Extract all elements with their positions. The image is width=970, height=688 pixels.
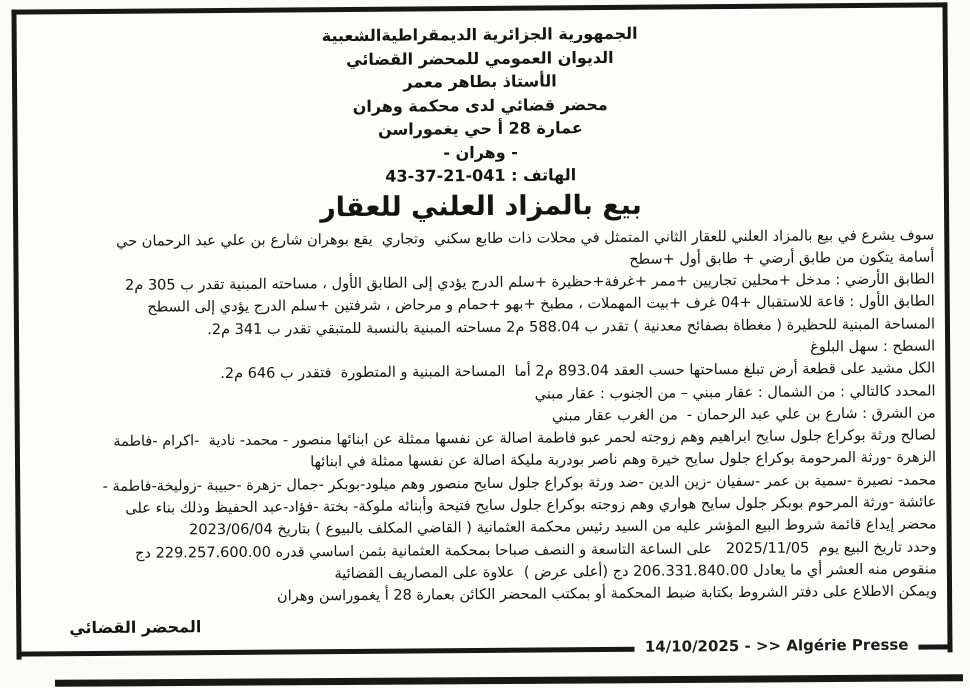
body-line: الكل مشيد على قطعة أرض تبلغ مساحتها حسب العقد 893.04 م2 أما المساحة المبنية و المتطورة فتقدر ب 646 م2. (220, 360, 936, 383)
header-line-address: عمارة 28 أ حي يغموراسن (377, 118, 583, 139)
body-line: السطح : سهل البلوغ (810, 338, 936, 356)
body-line: الطابق الأول : قاعة للاستقبال +04 غرف +بيت المهملات ، مطبخ +بهو +حمام و مرحاض ، شرفتين +سلم الدرج يؤدي إلى السطح (147, 293, 935, 317)
body-line: الزهرة -ورثة المرحومة بوكراع جلول سايح خيرة وهم ناصر بودربة مليكة اصالة عن نفسها ممثلة في ابنائها (310, 449, 937, 471)
body-line: أسامة يتكون من طابق أرضي + طابق أول +سطح (629, 249, 935, 268)
auction-title: بيع بالمزاد العلني للعقار (320, 189, 642, 223)
body-line: محمد- نصيرة -سمية بن عمر -سفيان -زين الدين -ضد ورثة بوكراع جلول سايح منصور وهم ميلود-بوبكر -جمال -زهرة -حبيبة -زوليخة-فاطمة - (102, 472, 937, 495)
notice-header (17, 19, 944, 191)
body-line: من الشرق : شارع بن علي عبد الرحمان - من الغرب عقار مبني (551, 405, 936, 425)
header-line-function: محضر قضائي لدى محكمة وهران (352, 94, 608, 116)
body-line: لصالح ورثة بوكراع جلول سايح ابراهيم وهم زوجته لحمر عبو فاطمة اصالة عن نفسها ممثلة عن ابنائها منصور - محمد- نادية -اكرام -فاطمة (113, 427, 936, 451)
bailiff-signature: المحضر القضائي (69, 616, 202, 637)
body-line: عائشة -ورثة المرحوم بوبكر جلول سايح هواري وهم زوجته بوكراع جلول سايح فتيحة وأبنائه ملوكة- بختة -فؤاد-عبد الحفيظ وذلك بناء على (125, 494, 937, 517)
body-line: منقوص منه العشر أي ما يعادل 206.331.840.00 دج (أعلى عرض ) علاوة على المصاريف القضائية (334, 561, 937, 583)
header-line-phone: الهاتف : 041-21-37-43 (385, 165, 577, 186)
rule-segment-left (17, 646, 635, 656)
body-line: المحدد كالتالي : من الشمال : عقار مبني – من الجنوب : عقار مبني (534, 383, 936, 403)
rule-segment-right (918, 644, 952, 649)
header-line-office: الديوان العمومي للمحضر القضائي (346, 47, 614, 69)
body-line: ويمكن الاطلاع على دفتر الشروط بكتابة ضبط المحكمة أو بمكتب المحضر الكائن بعمارة 28 أ يغموراسن وهران (276, 583, 938, 605)
header-line-republic: الجمهورية الجزائرية الديمقراطيةالشعبية (321, 23, 638, 46)
body-line: سوف يشرع في بيع بالمزاد العلني للعقار الثاني المتمثل في محلات ذات طابع سكني وتجاري يقع بوهران شارع بن علي عبد الرحمان حي (116, 226, 935, 250)
header-line-city: - وهران - (443, 142, 518, 162)
notice-body (18, 220, 947, 610)
bottom-border-rule (16, 637, 952, 662)
body-line: المساحة المبنية للحظيرة ( مغطاة بصفائح معدنية ) تقدر ب 588.04 م2 مساحته المبنية بالنسبة للمتبقي تقدر ب 341 م2. (207, 316, 936, 338)
body-line: وحدد تاريخ البيع يوم 2025/11/05 على الساعة التاسعة و النصف صباحا بمحكمة العثمانية بثمن اساسي قدره 229.257.600.00 دج (135, 539, 937, 562)
next-ad-top-border (55, 674, 963, 687)
body-line: محضر إيداع قائمة شروط البيع المؤشر عليه من السيد رئيس محكمة العثمانية ( القاضي المكلف بالبيوع ) بتاريخ 2023/06/04 (189, 516, 937, 539)
document-sheet (11, 2, 952, 659)
body-line: الطابق الأرضي : مدخل +محلين تجاريين +ممر +غرفة+حظيرة +سلم الدرج يؤدي إلى الطابق الأول ، مساحته المبنية تقدر ب 305 م2 (125, 271, 935, 294)
header-line-name: الأستاذ بطاهر معمر (403, 71, 557, 92)
press-date-label: 14/10/2025 - >> Algérie Presse (644, 635, 909, 656)
